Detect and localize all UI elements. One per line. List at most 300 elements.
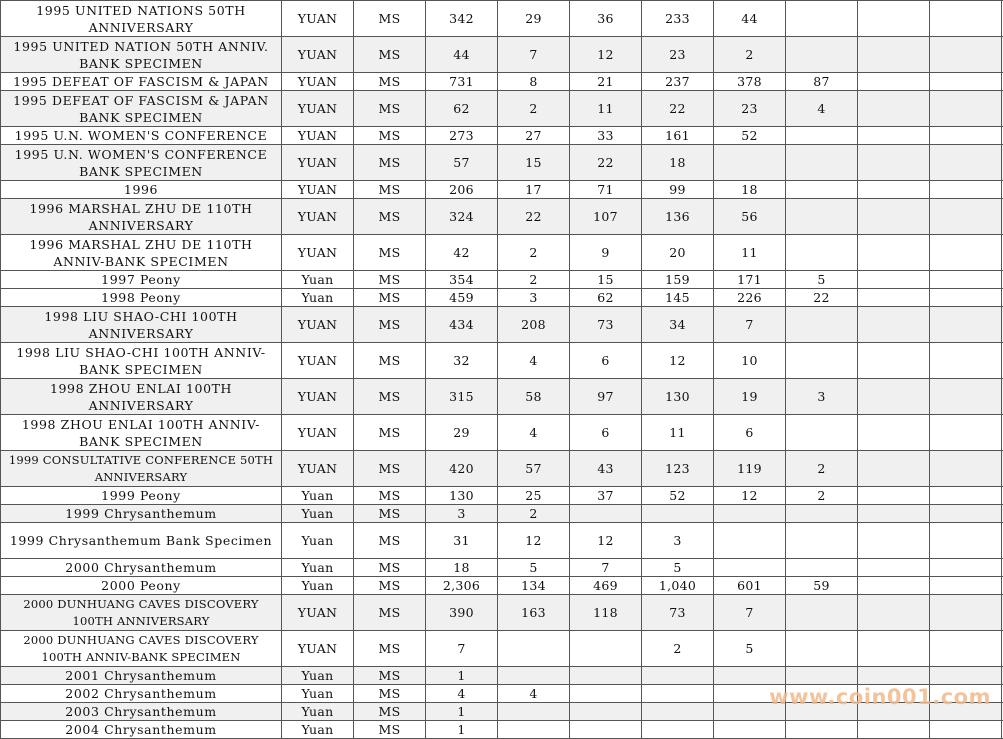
count-cell: 15	[570, 271, 642, 289]
count-cell	[786, 631, 858, 667]
count-cell	[930, 577, 1002, 595]
count-cell: 42	[426, 235, 498, 271]
coin-name-cell: 1999 Peony	[1, 487, 282, 505]
count-cell	[930, 451, 1002, 487]
coin-name-cell: 1995 U.N. WOMEN'S CONFERENCE	[1, 127, 282, 145]
count-cell: 2	[786, 487, 858, 505]
coin-name-cell: 2000 DUNHUANG CAVES DISCOVERY 100TH ANNIVERSARY	[1, 595, 282, 631]
coin-name-cell: 1999 CONSULTATIVE CONFERENCE 50TH ANNIVERSARY	[1, 451, 282, 487]
count-cell: 2,306	[426, 577, 498, 595]
count-cell	[858, 127, 930, 145]
grade-cell: MS	[354, 307, 426, 343]
grade-cell: MS	[354, 523, 426, 559]
grade-cell: MS	[354, 721, 426, 739]
unit-cell: Yuan	[282, 505, 354, 523]
count-cell: 123	[642, 451, 714, 487]
coin-name-cell: 2000 DUNHUANG CAVES DISCOVERY 100TH ANNIV-BANK SPECIMEN	[1, 631, 282, 667]
count-cell	[930, 559, 1002, 577]
coin-name-cell: 1998 LIU SHAO-CHI 100TH ANNIVERSARY	[1, 307, 282, 343]
count-cell	[786, 235, 858, 271]
count-cell: 4	[498, 343, 570, 379]
coin-name-cell: 1998 ZHOU ENLAI 100TH ANNIVERSARY	[1, 379, 282, 415]
count-cell: 62	[426, 91, 498, 127]
count-cell	[786, 595, 858, 631]
coin-name-cell: 1999 Chrysanthemum	[1, 505, 282, 523]
count-cell: 58	[498, 379, 570, 415]
count-cell	[786, 127, 858, 145]
count-cell: 36	[570, 1, 642, 37]
count-cell: 29	[426, 415, 498, 451]
count-cell: 469	[570, 577, 642, 595]
table-row	[1, 235, 1003, 271]
count-cell	[858, 379, 930, 415]
count-cell: 3	[642, 523, 714, 559]
count-cell	[930, 181, 1002, 199]
count-cell	[930, 667, 1002, 685]
count-cell: 17	[498, 181, 570, 199]
count-cell: 29	[498, 1, 570, 37]
count-cell	[498, 667, 570, 685]
count-cell	[786, 415, 858, 451]
count-cell	[786, 181, 858, 199]
unit-cell: YUAN	[282, 379, 354, 415]
count-cell: 52	[642, 487, 714, 505]
count-cell: 44	[426, 37, 498, 73]
table-row	[1, 343, 1003, 379]
count-cell	[930, 1, 1002, 37]
table-row	[1, 451, 1003, 487]
grade-cell: MS	[354, 181, 426, 199]
count-cell	[858, 145, 930, 181]
count-cell	[570, 721, 642, 739]
count-cell	[858, 505, 930, 523]
table-row	[1, 91, 1003, 127]
count-cell: 34	[642, 307, 714, 343]
count-cell	[858, 307, 930, 343]
count-cell: 134	[498, 577, 570, 595]
coin-name-cell: 1995 UNITED NATIONS 50TH ANNIVERSARY	[1, 1, 282, 37]
count-cell: 10	[714, 343, 786, 379]
table-row	[1, 73, 1003, 91]
count-cell	[858, 559, 930, 577]
grade-cell: MS	[354, 415, 426, 451]
count-cell: 12	[570, 37, 642, 73]
count-cell	[786, 37, 858, 73]
unit-cell: YUAN	[282, 1, 354, 37]
count-cell	[930, 523, 1002, 559]
coin-name-cell: 1996	[1, 181, 282, 199]
count-cell	[642, 505, 714, 523]
count-cell: 136	[642, 199, 714, 235]
count-cell: 118	[570, 595, 642, 631]
unit-cell: Yuan	[282, 721, 354, 739]
unit-cell: Yuan	[282, 559, 354, 577]
count-cell	[498, 703, 570, 721]
unit-cell: Yuan	[282, 523, 354, 559]
unit-cell: Yuan	[282, 289, 354, 307]
count-cell	[858, 415, 930, 451]
coin-name-cell: 2000 Peony	[1, 577, 282, 595]
count-cell: 4	[786, 91, 858, 127]
coin-name-cell: 1996 MARSHAL ZHU DE 110TH ANNIVERSARY	[1, 199, 282, 235]
count-cell	[858, 721, 930, 739]
count-cell	[930, 271, 1002, 289]
count-cell	[930, 235, 1002, 271]
count-cell	[786, 505, 858, 523]
count-cell	[858, 289, 930, 307]
unit-cell: Yuan	[282, 703, 354, 721]
count-cell	[858, 181, 930, 199]
unit-cell: Yuan	[282, 487, 354, 505]
count-cell	[930, 505, 1002, 523]
count-cell: 99	[642, 181, 714, 199]
count-cell: 208	[498, 307, 570, 343]
count-cell	[570, 703, 642, 721]
count-cell: 31	[426, 523, 498, 559]
count-cell: 57	[498, 451, 570, 487]
count-cell	[642, 703, 714, 721]
grade-cell: MS	[354, 73, 426, 91]
count-cell: 2	[786, 451, 858, 487]
count-cell: 4	[498, 415, 570, 451]
count-cell: 7	[426, 631, 498, 667]
grade-cell: MS	[354, 595, 426, 631]
count-cell: 12	[498, 523, 570, 559]
count-cell: 119	[714, 451, 786, 487]
table-row	[1, 559, 1003, 577]
grade-cell: MS	[354, 271, 426, 289]
count-cell	[786, 667, 858, 685]
coin-name-cell: 2004 Chrysanthemum	[1, 721, 282, 739]
count-cell: 12	[714, 487, 786, 505]
unit-cell: YUAN	[282, 343, 354, 379]
grade-cell: MS	[354, 451, 426, 487]
count-cell: 21	[570, 73, 642, 91]
count-cell: 8	[498, 73, 570, 91]
table-row	[1, 199, 1003, 235]
count-cell: 56	[714, 199, 786, 235]
unit-cell: YUAN	[282, 181, 354, 199]
coin-name-cell: 1996 MARSHAL ZHU DE 110TH ANNIV-BANK SPECIMEN	[1, 235, 282, 271]
coin-name-cell: 2003 Chrysanthemum	[1, 703, 282, 721]
count-cell: 354	[426, 271, 498, 289]
count-cell: 1	[426, 703, 498, 721]
count-cell	[570, 667, 642, 685]
grade-cell: MS	[354, 685, 426, 703]
count-cell: 159	[642, 271, 714, 289]
count-cell	[858, 343, 930, 379]
grade-cell: MS	[354, 127, 426, 145]
unit-cell: Yuan	[282, 667, 354, 685]
watermark: www.coin001.com	[769, 685, 991, 709]
count-cell: 43	[570, 451, 642, 487]
table-row	[1, 523, 1003, 559]
count-cell	[786, 199, 858, 235]
count-cell: 130	[642, 379, 714, 415]
count-cell	[786, 1, 858, 37]
grade-cell: MS	[354, 487, 426, 505]
count-cell: 71	[570, 181, 642, 199]
count-cell: 390	[426, 595, 498, 631]
count-cell: 11	[642, 415, 714, 451]
count-cell: 731	[426, 73, 498, 91]
count-cell: 7	[570, 559, 642, 577]
count-cell	[714, 145, 786, 181]
count-cell: 4	[426, 685, 498, 703]
unit-cell: YUAN	[282, 451, 354, 487]
grade-cell: MS	[354, 1, 426, 37]
count-cell	[858, 451, 930, 487]
count-cell	[930, 145, 1002, 181]
count-cell: 5	[714, 631, 786, 667]
count-cell: 15	[498, 145, 570, 181]
count-cell: 237	[642, 73, 714, 91]
count-cell	[858, 631, 930, 667]
count-cell	[930, 199, 1002, 235]
count-cell	[930, 343, 1002, 379]
count-cell	[930, 91, 1002, 127]
count-cell	[930, 73, 1002, 91]
table-row	[1, 721, 1003, 739]
count-cell: 22	[570, 145, 642, 181]
count-cell: 2	[498, 271, 570, 289]
table-row	[1, 127, 1003, 145]
count-cell: 226	[714, 289, 786, 307]
count-cell	[858, 1, 930, 37]
count-cell: 171	[714, 271, 786, 289]
coin-name-cell: 1995 DEFEAT OF FASCISM & JAPAN BANK SPECIMEN	[1, 91, 282, 127]
coin-name-cell: 1998 ZHOU ENLAI 100TH ANNIV-BANK SPECIMEN	[1, 415, 282, 451]
table-row	[1, 487, 1003, 505]
coin-name-cell: 2001 Chrysanthemum	[1, 667, 282, 685]
count-cell	[930, 487, 1002, 505]
count-cell: 57	[426, 145, 498, 181]
table-row	[1, 379, 1003, 415]
count-cell	[786, 307, 858, 343]
count-cell	[642, 667, 714, 685]
count-cell: 2	[714, 37, 786, 73]
grade-cell: MS	[354, 145, 426, 181]
table-body	[1, 1, 1003, 739]
count-cell	[786, 145, 858, 181]
count-cell	[786, 721, 858, 739]
count-cell: 27	[498, 127, 570, 145]
count-cell: 73	[570, 307, 642, 343]
count-cell: 22	[498, 199, 570, 235]
count-cell	[930, 379, 1002, 415]
count-cell: 23	[642, 37, 714, 73]
count-cell: 315	[426, 379, 498, 415]
unit-cell: Yuan	[282, 577, 354, 595]
coin-name-cell: 1995 DEFEAT OF FASCISM & JAPAN	[1, 73, 282, 91]
table-row	[1, 37, 1003, 73]
unit-cell: YUAN	[282, 307, 354, 343]
count-cell: 2	[498, 91, 570, 127]
count-cell: 130	[426, 487, 498, 505]
coin-name-cell: 1999 Chrysanthemum Bank Specimen	[1, 523, 282, 559]
count-cell: 12	[642, 343, 714, 379]
count-cell	[858, 595, 930, 631]
count-cell: 2	[642, 631, 714, 667]
count-cell: 4	[498, 685, 570, 703]
coin-name-cell: 1995 UNITED NATION 50TH ANNIV. BANK SPECIMEN	[1, 37, 282, 73]
coin-name-cell: 2002 Chrysanthemum	[1, 685, 282, 703]
count-cell: 19	[714, 379, 786, 415]
count-cell: 22	[786, 289, 858, 307]
count-cell: 1,040	[642, 577, 714, 595]
unit-cell: YUAN	[282, 199, 354, 235]
count-cell: 22	[642, 91, 714, 127]
table-row	[1, 577, 1003, 595]
count-cell	[858, 667, 930, 685]
count-cell: 18	[426, 559, 498, 577]
table-row	[1, 1, 1003, 37]
table-row	[1, 271, 1003, 289]
count-cell: 6	[570, 343, 642, 379]
count-cell: 7	[714, 307, 786, 343]
count-cell: 23	[714, 91, 786, 127]
count-cell	[858, 37, 930, 73]
grade-cell: MS	[354, 91, 426, 127]
count-cell: 32	[426, 343, 498, 379]
grade-cell: MS	[354, 505, 426, 523]
table-row	[1, 595, 1003, 631]
coin-name-cell: 1997 Peony	[1, 271, 282, 289]
count-cell	[858, 577, 930, 595]
count-cell: 52	[714, 127, 786, 145]
grade-cell: MS	[354, 199, 426, 235]
table-row	[1, 505, 1003, 523]
unit-cell: Yuan	[282, 271, 354, 289]
count-cell: 11	[714, 235, 786, 271]
count-cell	[786, 523, 858, 559]
count-cell	[498, 631, 570, 667]
grade-cell: MS	[354, 559, 426, 577]
count-cell: 59	[786, 577, 858, 595]
table-row	[1, 667, 1003, 685]
count-cell	[858, 523, 930, 559]
count-cell: 12	[570, 523, 642, 559]
table-row	[1, 631, 1003, 667]
grade-cell: MS	[354, 631, 426, 667]
count-cell: 7	[714, 595, 786, 631]
count-cell: 378	[714, 73, 786, 91]
count-cell: 11	[570, 91, 642, 127]
count-cell	[930, 415, 1002, 451]
count-cell	[930, 595, 1002, 631]
count-cell: 163	[498, 595, 570, 631]
count-cell: 97	[570, 379, 642, 415]
count-cell: 1	[426, 667, 498, 685]
count-cell	[714, 667, 786, 685]
count-cell	[858, 235, 930, 271]
grade-cell: MS	[354, 577, 426, 595]
count-cell: 18	[642, 145, 714, 181]
count-cell: 434	[426, 307, 498, 343]
count-cell	[714, 523, 786, 559]
count-cell: 2	[498, 235, 570, 271]
coin-name-cell: 1998 LIU SHAO-CHI 100TH ANNIV-BANK SPECIMEN	[1, 343, 282, 379]
count-cell	[714, 721, 786, 739]
unit-cell: YUAN	[282, 127, 354, 145]
count-cell: 73	[642, 595, 714, 631]
count-cell	[858, 199, 930, 235]
count-cell: 62	[570, 289, 642, 307]
unit-cell: YUAN	[282, 145, 354, 181]
count-cell	[858, 271, 930, 289]
count-cell: 20	[642, 235, 714, 271]
count-cell	[858, 73, 930, 91]
count-cell: 2	[498, 505, 570, 523]
count-cell	[786, 343, 858, 379]
count-cell: 87	[786, 73, 858, 91]
unit-cell: YUAN	[282, 631, 354, 667]
count-cell	[642, 721, 714, 739]
count-cell: 25	[498, 487, 570, 505]
count-cell	[570, 505, 642, 523]
unit-cell: YUAN	[282, 73, 354, 91]
grade-cell: MS	[354, 703, 426, 721]
count-cell: 3	[786, 379, 858, 415]
count-cell: 37	[570, 487, 642, 505]
count-cell: 6	[570, 415, 642, 451]
unit-cell: YUAN	[282, 235, 354, 271]
count-cell: 459	[426, 289, 498, 307]
count-cell: 33	[570, 127, 642, 145]
grade-cell: MS	[354, 343, 426, 379]
count-cell: 206	[426, 181, 498, 199]
count-cell: 273	[426, 127, 498, 145]
count-cell: 233	[642, 1, 714, 37]
grade-cell: MS	[354, 379, 426, 415]
count-cell: 7	[498, 37, 570, 73]
count-cell: 5	[642, 559, 714, 577]
count-cell: 1	[426, 721, 498, 739]
count-cell	[714, 559, 786, 577]
coin-name-cell: 2000 Chrysanthemum	[1, 559, 282, 577]
count-cell	[714, 505, 786, 523]
count-cell: 6	[714, 415, 786, 451]
count-cell	[858, 487, 930, 505]
table-row	[1, 415, 1003, 451]
count-cell	[498, 721, 570, 739]
grade-cell: MS	[354, 667, 426, 685]
unit-cell: YUAN	[282, 37, 354, 73]
count-cell: 5	[786, 271, 858, 289]
count-cell: 18	[714, 181, 786, 199]
count-cell: 601	[714, 577, 786, 595]
table-row	[1, 181, 1003, 199]
count-cell: 145	[642, 289, 714, 307]
count-cell: 5	[498, 559, 570, 577]
count-cell	[930, 307, 1002, 343]
count-cell: 161	[642, 127, 714, 145]
count-cell	[642, 685, 714, 703]
unit-cell: YUAN	[282, 415, 354, 451]
count-cell	[930, 127, 1002, 145]
count-cell	[858, 91, 930, 127]
coin-name-cell: 1998 Peony	[1, 289, 282, 307]
table-row	[1, 145, 1003, 181]
table-row	[1, 289, 1003, 307]
count-cell: 107	[570, 199, 642, 235]
unit-cell: YUAN	[282, 595, 354, 631]
table-row	[1, 307, 1003, 343]
count-cell	[930, 289, 1002, 307]
count-cell: 3	[498, 289, 570, 307]
grade-cell: MS	[354, 289, 426, 307]
count-cell: 324	[426, 199, 498, 235]
